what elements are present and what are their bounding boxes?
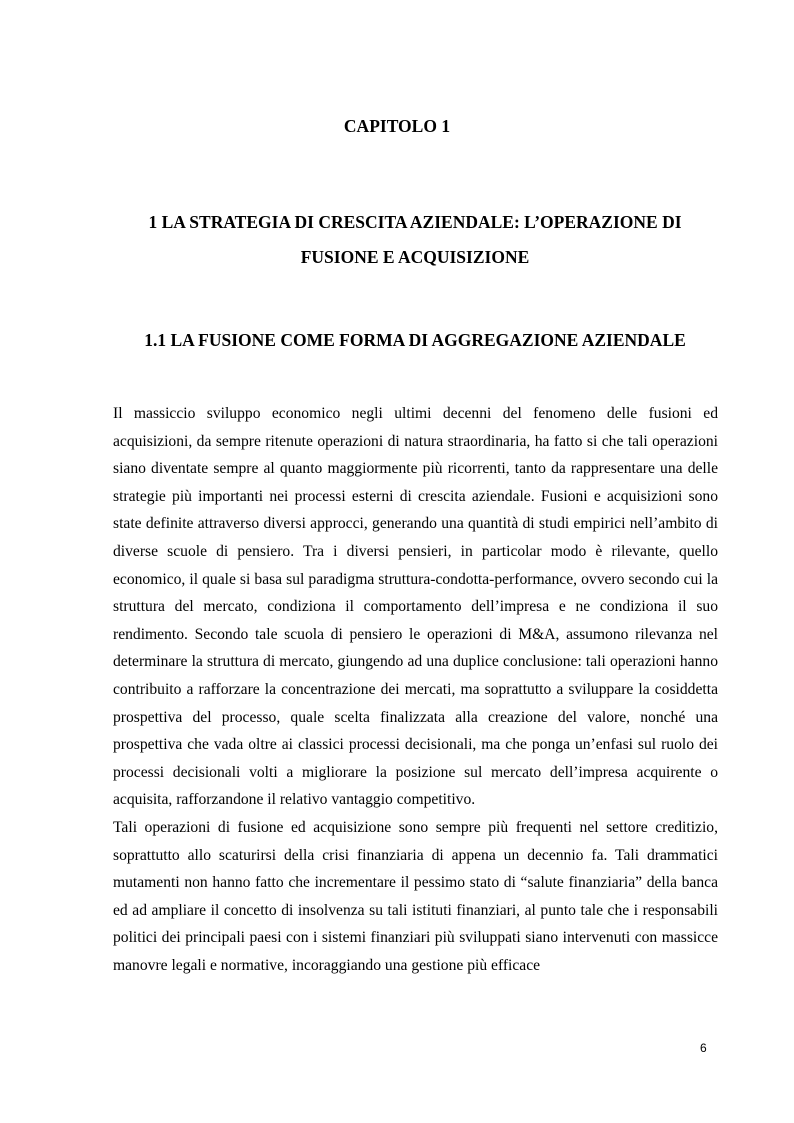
- paragraph: Tali operazioni di fusione ed acquisizione sono sempre più frequenti nel settore creditizio, soprattutto allo scaturirsi della crisi finanziaria di appena un decennio fa. Tali drammatici mutamenti non hanno fatto che incrementare il pessimo stato di “salute finanziaria” della banca ed ad ampliare il concetto di insolvenza su tali istituti finanziari, al punto tale che i responsabili politici dei principali paesi con i sistemi finanziari più sviluppati siano intervenuti con massicce manovre legali e normative, incoraggiando una gestione più efficace: [113, 818, 718, 974]
- body-text: [113, 400, 718, 979]
- chapter-title: 1 LA STRATEGIA DI CRESCITA AZIENDALE: L’OPERAZIONE DI FUSIONE E ACQUISIZIONE: [148, 212, 682, 267]
- page-number: 6: [700, 1041, 707, 1055]
- paragraph: Il massiccio sviluppo economico negli ultimi decenni del fenomeno delle fusioni ed acquisizioni, da sempre ritenute operazioni di natura straordinaria, ha fatto si che tali operazioni siano diventate sempre al quanto maggiormente più ricorrenti, tanto da rappresentare una delle strategie più importanti nei processi esterni di crescita aziendale. Fusioni e acquisizioni sono state definite attraverso diversi approcci, generando una quantità di studi empirici nell’ambito di diverse scuole di pensiero. Tra i diversi pensieri, in particolar modo è rilevante, quello economico, il quale si basa sul paradigma struttura-condotta-performance, ovvero secondo cui la struttura del mercato, condiziona il comportamento dell’impresa e ne condiziona il suo rendimento. Secondo tale scuola di pensiero le operazioni di M&A, assumono rilevanza nel determinare la struttura di mercato, giungendo ad una duplice conclusione: tali operazioni hanno contribuito a rafforzare la concentrazione dei mercati, ma soprattutto a sviluppare la cosiddetta prospettiva del processo, quale scelta finalizzata alla creazione del valore, nonché una prospettiva che vada oltre ai classici processi decisionali, ma che ponga un’enfasi sul ruolo dei processi decisionali volti a migliorare la posizione sul mercato dell’impresa acquirente o acquisita, rafforzandone il relativo vantaggio competitivo.: [113, 405, 718, 809]
- section-title: 1.1 LA FUSIONE COME FORMA DI AGGREGAZIONE AZIENDALE: [144, 330, 686, 350]
- chapter-label: CAPITOLO 1: [343, 116, 451, 136]
